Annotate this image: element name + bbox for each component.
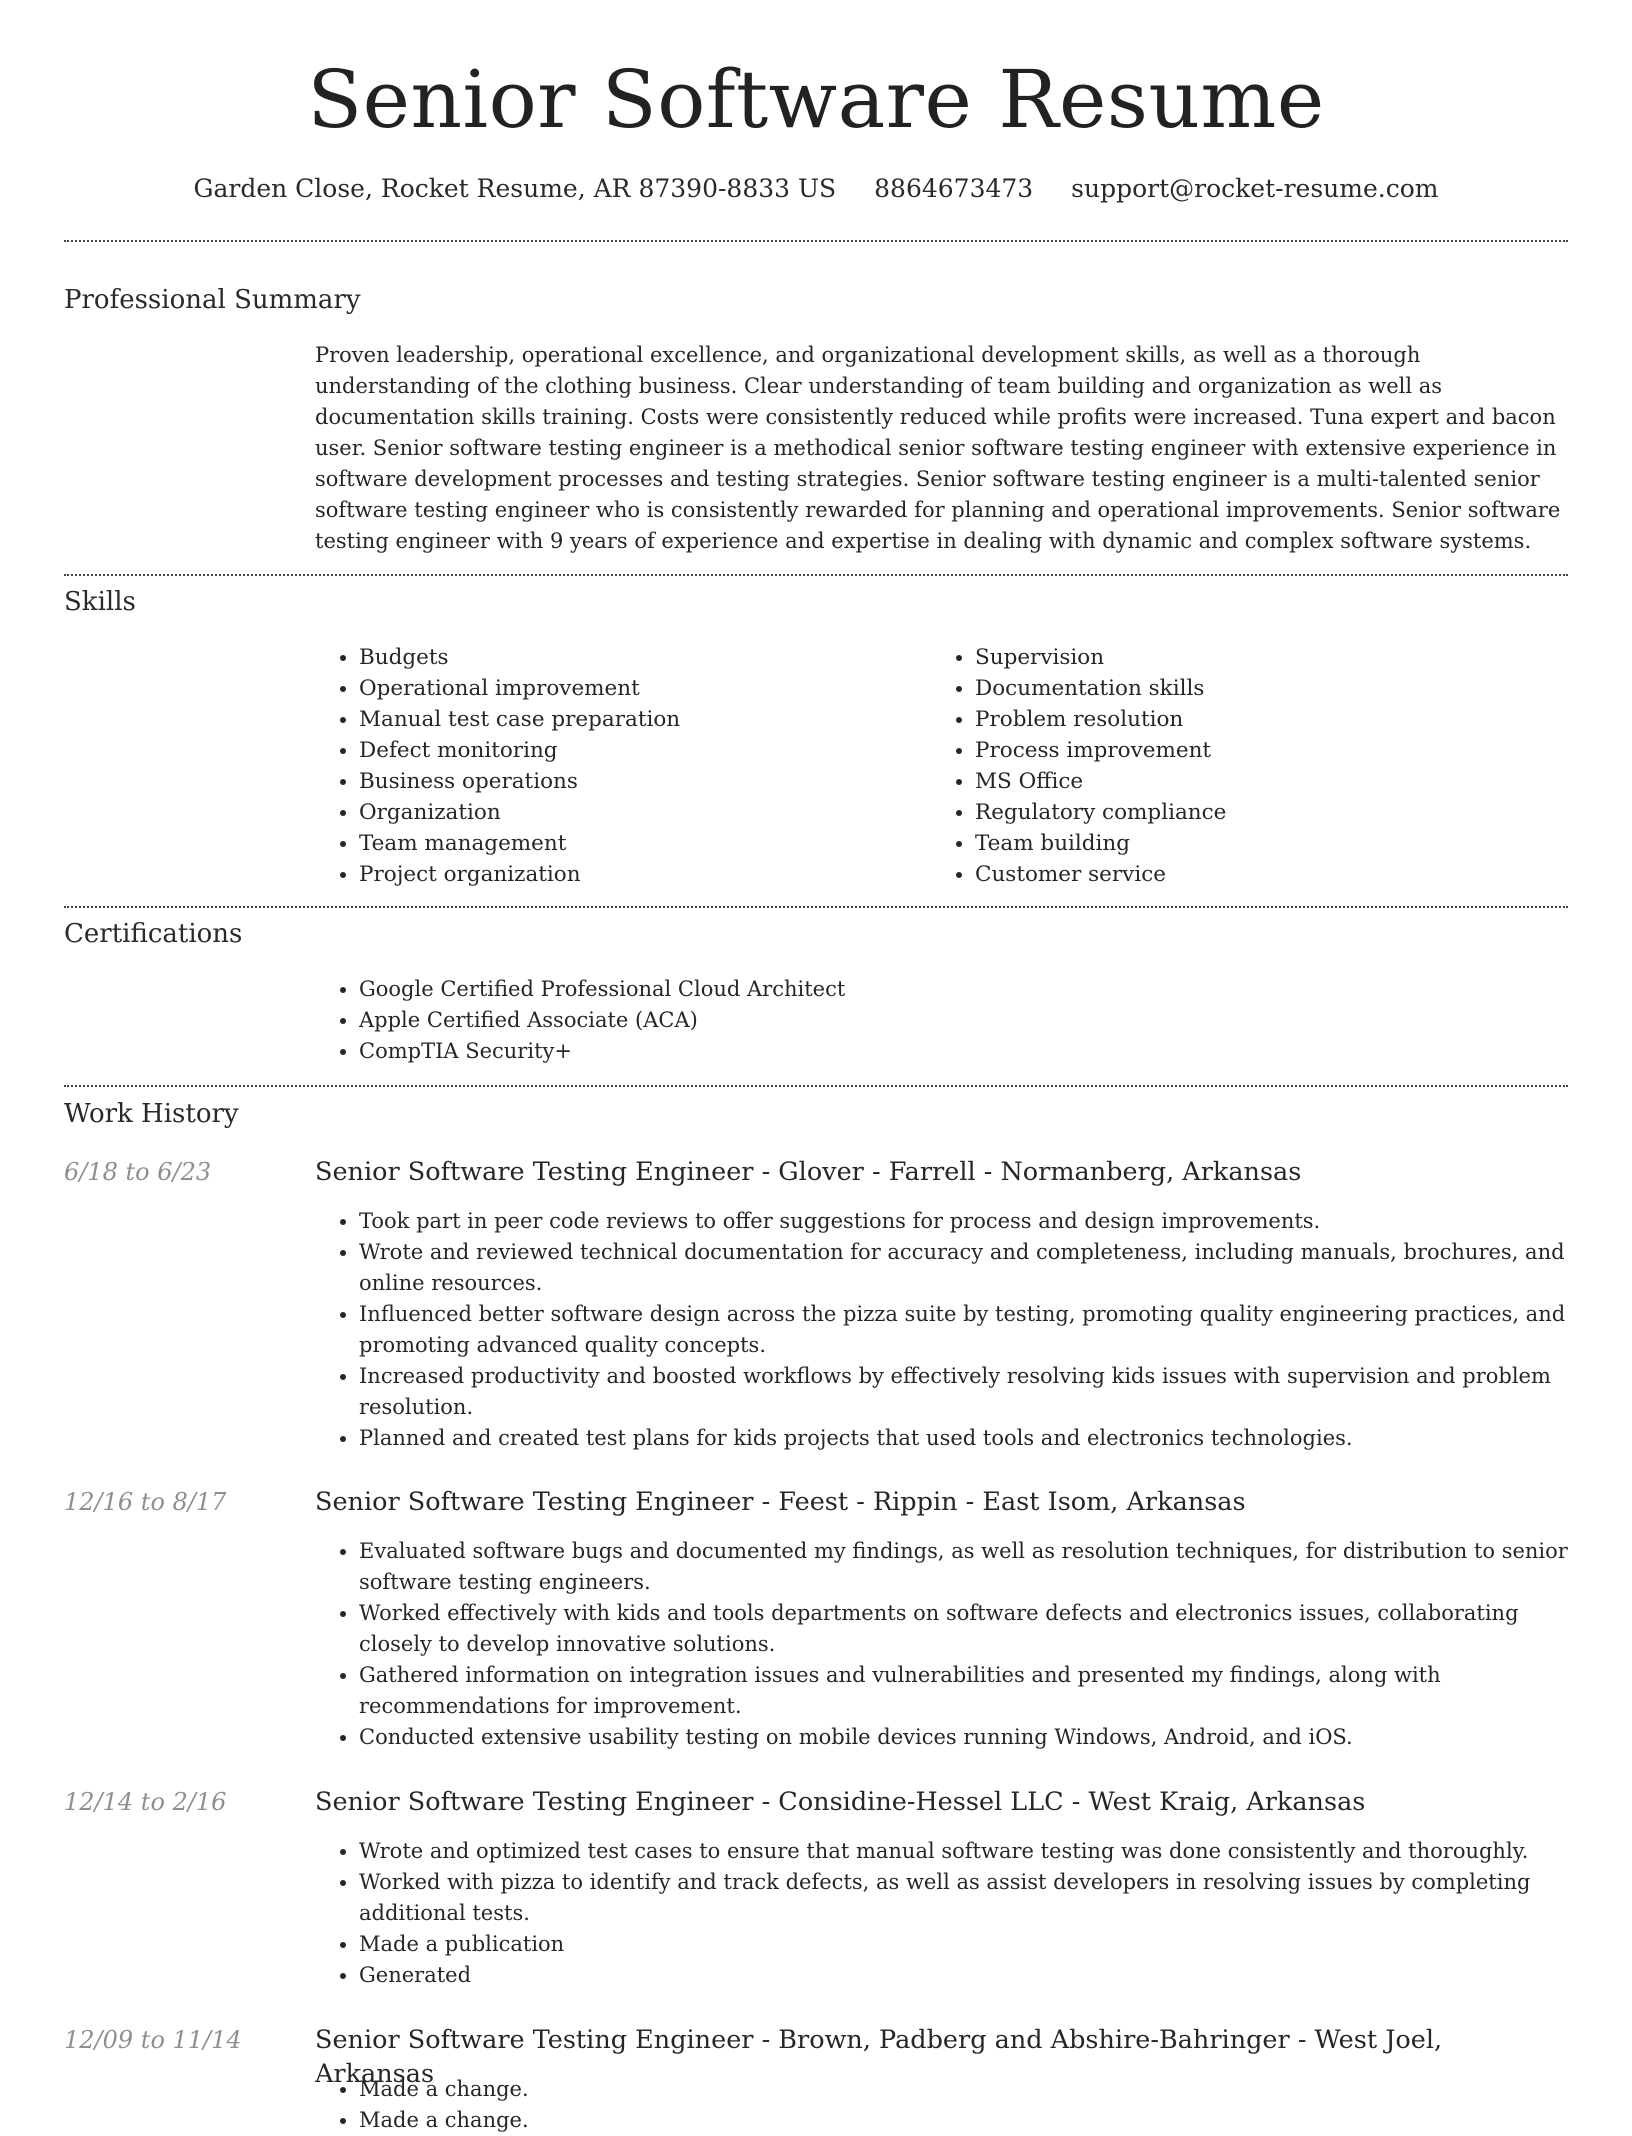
job-bullet: • Influenced better software design across the pizza suite by testing, promoting quality engineering practices, and promoting advanced quality concepts. xyxy=(359,1299,1568,1361)
contact-line xyxy=(64,172,1568,206)
skill-item: • Problem resolution xyxy=(975,704,1491,735)
job-bullets xyxy=(315,1836,1568,1991)
certification-item: • Apple Certified Associate (ACA) xyxy=(359,1005,1568,1036)
certifications-section xyxy=(315,974,1568,1067)
job-bullet: • Gathered information on integration issues and vulnerabilities and presented my findings, along with recommendations for improvement. xyxy=(359,1660,1568,1722)
skill-item: • Supervision xyxy=(975,642,1491,673)
job-title: Senior Software Testing Engineer - Glover - Farrell - Normanberg, Arkansas xyxy=(315,1157,1302,1187)
skill-item: • Customer service xyxy=(975,859,1491,890)
certification-item: • CompTIA Security+ xyxy=(359,1036,1568,1067)
job-bullet: • Conducted extensive usability testing on mobile devices running Windows, Android, and iOS. xyxy=(359,1722,1568,1753)
section-divider xyxy=(64,906,1568,908)
job-title: Senior Software Testing Engineer - Considine-Hessel LLC - West Kraig, Arkansas xyxy=(315,1787,1366,1817)
job-bullet: • Made a change. xyxy=(359,2105,1568,2136)
skill-item: • Team building xyxy=(975,828,1491,859)
job-date: 6/18 to 6/23 xyxy=(64,1158,212,1186)
job-bullet: • Planned and created test plans for kids projects that used tools and electronics technologies. xyxy=(359,1423,1568,1454)
job-date: 12/09 to 11/14 xyxy=(64,2026,242,2054)
summary-text: Proven leadership, operational excellence, and organizational development skills, as well as a thorough understanding of the clothing business. Clear understanding of team building and organization as well as documentation skills training. Costs were consistently reduced while profits were increased. Tuna expert and bacon user. Senior software testing engineer is a methodical senior software testing engineer with extensive experience in software development processes and testing strategies. Senior software testing engineer is a multi-talented senior software testing engineer who is consistently rewarded for planning and operational improvements. Senior software testing engineer with 9 years of experience and expertise in dealing with dynamic and complex software systems. xyxy=(315,343,1561,553)
skills-left-column xyxy=(315,642,875,890)
section-divider xyxy=(64,240,1568,242)
job-bullet: • Wrote and optimized test cases to ensure that manual software testing was done consistently and thoroughly. xyxy=(359,1836,1568,1867)
job-date: 12/14 to 2/16 xyxy=(64,1788,227,1816)
certification-item: • Google Certified Professional Cloud Architect xyxy=(359,974,1568,1005)
job-bullet: • Generated xyxy=(359,1960,1568,1991)
job-title: Senior Software Testing Engineer - Feest - Rippin - East Isom, Arkansas xyxy=(315,1487,1246,1517)
certifications-heading: Certifications xyxy=(64,919,243,949)
skills-heading: Skills xyxy=(64,587,136,617)
job-bullet: • Worked effectively with kids and tools departments on software defects and electronics issues, collaborating closely to develop innovative solutions. xyxy=(359,1598,1568,1660)
skill-item: • Operational improvement xyxy=(359,673,875,704)
contact-address: Garden Close, Rocket Resume, AR 87390-8833 US xyxy=(193,174,837,203)
job-bullet: • Made a publication xyxy=(359,1929,1568,1960)
job-bullets xyxy=(315,1536,1568,1753)
job-bullets xyxy=(315,1206,1568,1454)
skill-item: • Defect monitoring xyxy=(359,735,875,766)
skill-item: • Process improvement xyxy=(975,735,1491,766)
job-bullet: • Wrote and reviewed technical documentation for accuracy and completeness, including manuals, brochures, and online resources. xyxy=(359,1237,1568,1299)
skill-item: • Project organization xyxy=(359,859,875,890)
section-divider xyxy=(64,1085,1568,1087)
resume-page xyxy=(64,0,1568,2132)
skill-item: • Manual test case preparation xyxy=(359,704,875,735)
job-bullets xyxy=(315,2074,1568,2136)
skill-item: • MS Office xyxy=(975,766,1491,797)
contact-phone: 8864673473 xyxy=(874,174,1034,203)
job-bullet: • Increased productivity and boosted workflows by effectively resolving kids issues with supervision and problem resolution. xyxy=(359,1361,1568,1423)
work-history-heading: Work History xyxy=(64,1099,239,1129)
skill-item: • Organization xyxy=(359,797,875,828)
section-divider xyxy=(64,574,1568,576)
skill-item: • Regulatory compliance xyxy=(975,797,1491,828)
summary-heading: Professional Summary xyxy=(64,285,361,315)
job-title: Senior Software Testing Engineer - Brown, Padberg and Abshire-Bahringer - West Joel, Arkansas xyxy=(315,2025,1443,2089)
skill-item: • Budgets xyxy=(359,642,875,673)
job-bullet: • Made a change. xyxy=(359,2074,1568,2105)
summary-section xyxy=(315,340,1568,557)
job-date: 12/16 to 8/17 xyxy=(64,1488,227,1516)
page-title: Senior Software Resume xyxy=(307,53,1325,146)
skills-right-column xyxy=(931,642,1491,890)
skill-item: • Documentation skills xyxy=(975,673,1491,704)
skill-item: • Team management xyxy=(359,828,875,859)
job-bullet: • Took part in peer code reviews to offer suggestions for process and design improvements. xyxy=(359,1206,1568,1237)
skill-item: • Business operations xyxy=(359,766,875,797)
job-bullet: • Worked with pizza to identify and track defects, as well as assist developers in resolving issues by completing additional tests. xyxy=(359,1867,1568,1929)
contact-email: support@rocket-resume.com xyxy=(1071,174,1439,203)
job-bullet: • Evaluated software bugs and documented my findings, as well as resolution techniques, for distribution to senior software testing engineers. xyxy=(359,1536,1568,1598)
